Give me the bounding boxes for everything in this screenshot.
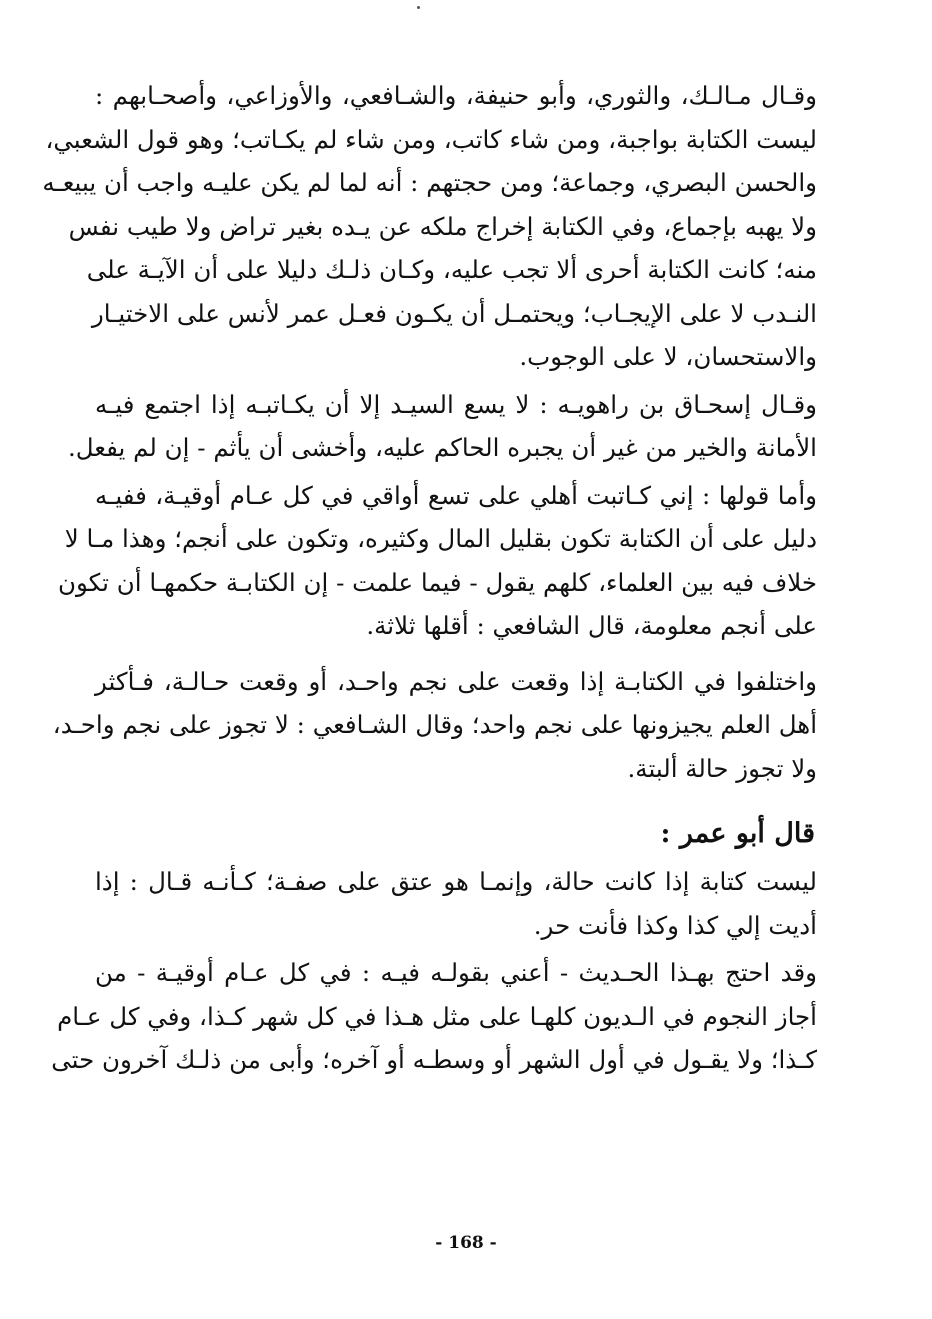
scan-speck: [417, 6, 420, 9]
text-line: ليست الكتابة بواجبة، ومن شاء كاتب، ومن شاء لم يكـاتب؛ وهو قول الشعبي،: [45, 124, 817, 154]
text-line: أديت إلي كذا وكذا فأنت حر.: [533, 910, 817, 940]
text-line: والاستحسان، لا على الوجوب.: [519, 342, 817, 371]
text-line: والحسن البصري، وجماعة؛ ومن حجتهم : أنه لما لم يكن عليـه واجب أن يبيعـه: [42, 168, 817, 197]
text-line: ولا يهبه بإجماع، وفي الكتابة إخراج ملكه عن يـده بغير تراض ولا طيب نفس: [68, 211, 817, 241]
text-line: ولا تجوز حالة ألبتة.: [627, 753, 817, 783]
text-line: ليست كتابة إذا كانت حالة، وإنمـا هو عتق على صفـة؛ كـأنـه قـال : إذا: [95, 867, 817, 896]
text-line: دليل على أن الكتابة تكون بقليل المال وكثيره، وتكون على أنجم؛ وهذا مـا لا: [64, 524, 817, 553]
text-line: على أنجم معلومة، قال الشافعي : أقلها ثلاثة.: [366, 611, 817, 640]
text-line: واختلفوا في الكتابـة إذا وقعت على نجم واحـد، أو وقعت حـالـة، فـأكثر: [95, 666, 817, 696]
paragraph-abu-umar: [95, 860, 817, 947]
text-line: أجاز النجوم في الـديون كلهـا على مثل هـذا في كل شهر كـذا، وفي كل عـام: [57, 1001, 817, 1031]
text-line: وأما قولها : إني كـاتبت أهلي على تسع أواقي في كل عـام أوقيـة، ففيـه: [95, 480, 817, 510]
text-line: الأمانة والخير من غير أن يجبره الحاكم عليه، وأخشى أن يأثم - إن لم يفعل.: [67, 433, 817, 462]
text-line: وقد احتج بهـذا الحـديث - أعني بقولـه فيـه : في كل عـام أوقيـة - من: [95, 958, 817, 987]
text-line: وقـال مـالـك، والثوري، وأبو حنيفة، والشـافعي، والأوزاعي، وأصحـابهم :: [95, 81, 817, 110]
text-line: أهل العلم يجيزونها على نجم واحد؛ وقال الشـافعي : لا تجوز على نجم واحـد،: [52, 710, 817, 739]
paragraph-installments: [58, 474, 817, 648]
text-line: النـدب لا على الإيجـاب؛ ويحتمـل أن يكـون فعـل عمر لأنس على الاختيـار: [91, 298, 817, 328]
page-number: - 168 -: [435, 1233, 497, 1253]
text-line: كـذا؛ ولا يقـول في أول الشهر أو وسطـه أو آخره؛ وأبى من ذلـك آخرون حتى: [51, 1045, 817, 1074]
text-line: خلاف فيه بين العلماء، كلهم يقول - فيما علمت - إن الكتابـة حكمهـا أن تكون: [58, 567, 817, 597]
text-line: وقـال إسحـاق بن راهويـه : لا يسع السيـد إلا أن يكـاتبـه إذا اجتمع فيـه: [95, 389, 817, 419]
section-heading: قال أبو عمر :: [660, 818, 815, 849]
paragraph-ishaq-opinion: [67, 383, 817, 470]
paragraph-single-installment: [52, 660, 817, 791]
text-body: [42, 74, 817, 1082]
text-line: منه؛ كانت الكتابة أحرى ألا تجب عليه، وكـان ذلـك دليلا على أن الآيـة على: [86, 255, 817, 284]
paragraph-hadith-argument: [51, 951, 817, 1082]
paragraph-malik-opinion: [42, 74, 817, 379]
